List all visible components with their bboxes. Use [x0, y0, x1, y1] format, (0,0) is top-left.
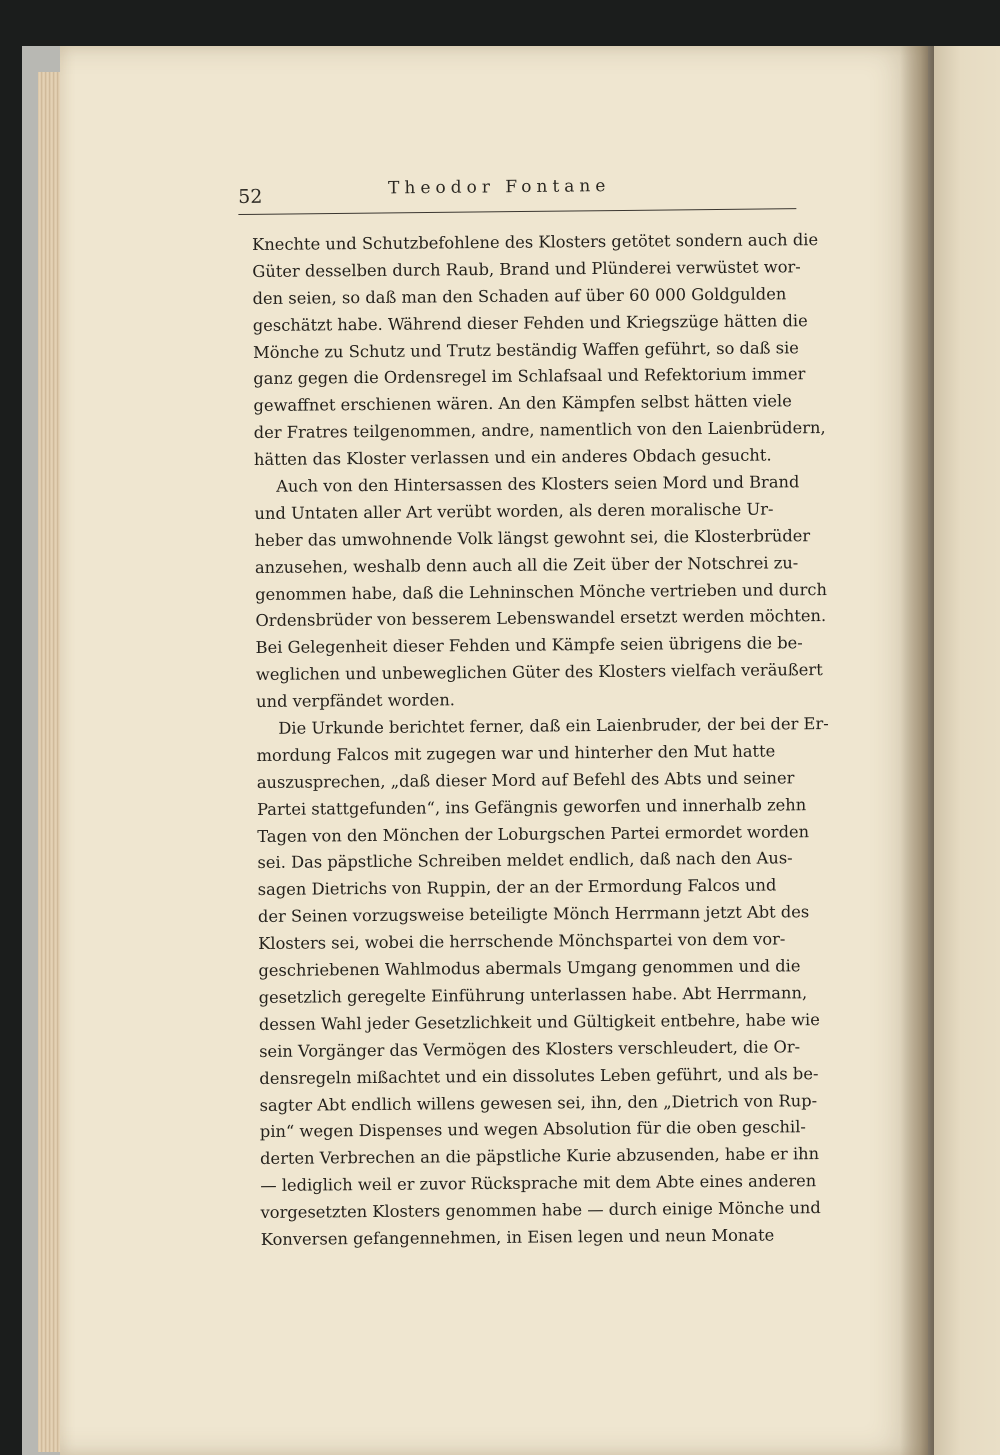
text-line: den seien, so daß man den Schaden auf über 60 000 Goldgulden: [252, 284, 787, 308]
text-line: densregeln mißachtet und ein dissolutes Leben geführt, und als be-: [259, 1063, 819, 1088]
facing-page-edge: [934, 46, 1000, 1455]
text-line: heber das umwohnende Volk längst gewohnt sei, die Klosterbrüder: [254, 525, 811, 550]
book-gutter: [900, 46, 934, 1455]
text-line: der Fratres teilgenommen, andre, namentlich von den Laienbrüdern,: [253, 418, 826, 443]
text-line: ganz gegen die Ordensregel im Schlafsaal und Refektorium immer: [253, 364, 806, 389]
text-line: dessen Wahl jeder Gesetzlichkeit und Gültigkeit entbehre, habe wie: [258, 1009, 820, 1034]
text-line: sagter Abt endlich willens gewesen sei, ihn, den „Dietrich von Rup-: [259, 1090, 818, 1115]
body-text: [252, 227, 831, 1254]
running-head: Theodor Fontane: [388, 176, 611, 199]
text-line: Konversen gefangennehmen, in Eisen legen und neun Monate: [260, 1225, 775, 1249]
text-line: Ordensbrüder von besserem Lebenswandel ersetzt werden möchten.: [255, 606, 827, 631]
text-line: sein Vorgänger das Vermögen des Klosters verschleudert, die Or-: [259, 1036, 801, 1061]
page-header: [238, 172, 796, 215]
text-line: pin“ wegen Dispenses und wegen Absolution für die oben geschil-: [259, 1117, 806, 1142]
text-line: gewaffnet erschienen wären. An den Kämpfen selbst hätten viele: [253, 391, 792, 416]
text-line: sei. Das päpstliche Schreiben meldet endlich, daß nach den Aus-: [257, 848, 793, 873]
text-line: Knechte und Schutzbefohlene des Klosters getötet sondern auch die: [252, 230, 819, 254]
text-line: vorgesetzten Klosters genommen habe — durch einige Mönche und: [260, 1198, 821, 1223]
text-line: sagen Dietrichs von Ruppin, der an der Ermordung Falcos und: [257, 875, 777, 900]
text-line: geschätzt habe. Während dieser Fehden und Kriegszüge hätten die: [252, 310, 808, 335]
page-number: 52: [238, 185, 263, 208]
text-line: Partei stattgefunden“, ins Gefängnis geworfen und innerhalb zehn: [256, 794, 807, 819]
text-line: weglichen und unbeweglichen Güter des Klosters vielfach veräußert: [255, 660, 823, 685]
text-line: und verpfändet worden.: [256, 690, 456, 712]
text-line: mordung Falcos mit zugegen war und hinterher den Mut hatte: [256, 741, 776, 765]
text-line: gesetzlich geregelte Einführung unterlassen habe. Abt Herrmann,: [258, 983, 808, 1007]
text-line: hätten das Kloster verlassen und ein anderes Obdach gesucht.: [253, 445, 772, 470]
text-line: der Seinen vorzugsweise beteiligte Mönch Herrmann jetzt Abt des: [257, 902, 810, 927]
text-line: Tagen von den Mönchen der Loburgschen Partei ermordet worden: [257, 821, 810, 846]
text-line: genommen habe, daß die Lehninschen Mönche vertrieben und durch: [255, 579, 828, 604]
text-line: Klosters sei, wobei die herrschende Mönchspartei von dem vor-: [258, 929, 786, 954]
text-line: und Untaten aller Art verübt worden, als deren moralische Ur-: [254, 499, 774, 523]
text-line: Bei Gelegenheit dieser Fehden und Kämpfe seien übrigens die be-: [255, 633, 803, 658]
text-line: Die Urkunde berichtet ferner, daß ein Laienbruder, der bei der Er-: [278, 714, 829, 738]
text-line: Mönche zu Schutz und Trutz beständig Waffen geführt, so daß sie: [252, 337, 799, 362]
text-line: geschriebenen Wahlmodus abermals Umgang genommen und die: [258, 956, 801, 981]
text-line: derten Verbrechen an die päpstliche Kurie abzusenden, habe er ihn: [260, 1144, 820, 1169]
text-line: — lediglich weil er zuvor Rücksprache mit dem Abte eines anderen: [260, 1171, 817, 1196]
text-line: anzusehen, weshalb denn auch all die Zeit über der Notschrei zu-: [254, 552, 799, 577]
text-line: auszusprechen, „daß dieser Mord auf Befehl des Abts und seiner: [256, 768, 795, 792]
text-line: Auch von den Hintersassen des Klosters seien Mord und Brand: [276, 472, 800, 496]
text-line: Güter desselben durch Raub, Brand und Plünderei verwüstet wor-: [252, 257, 801, 281]
